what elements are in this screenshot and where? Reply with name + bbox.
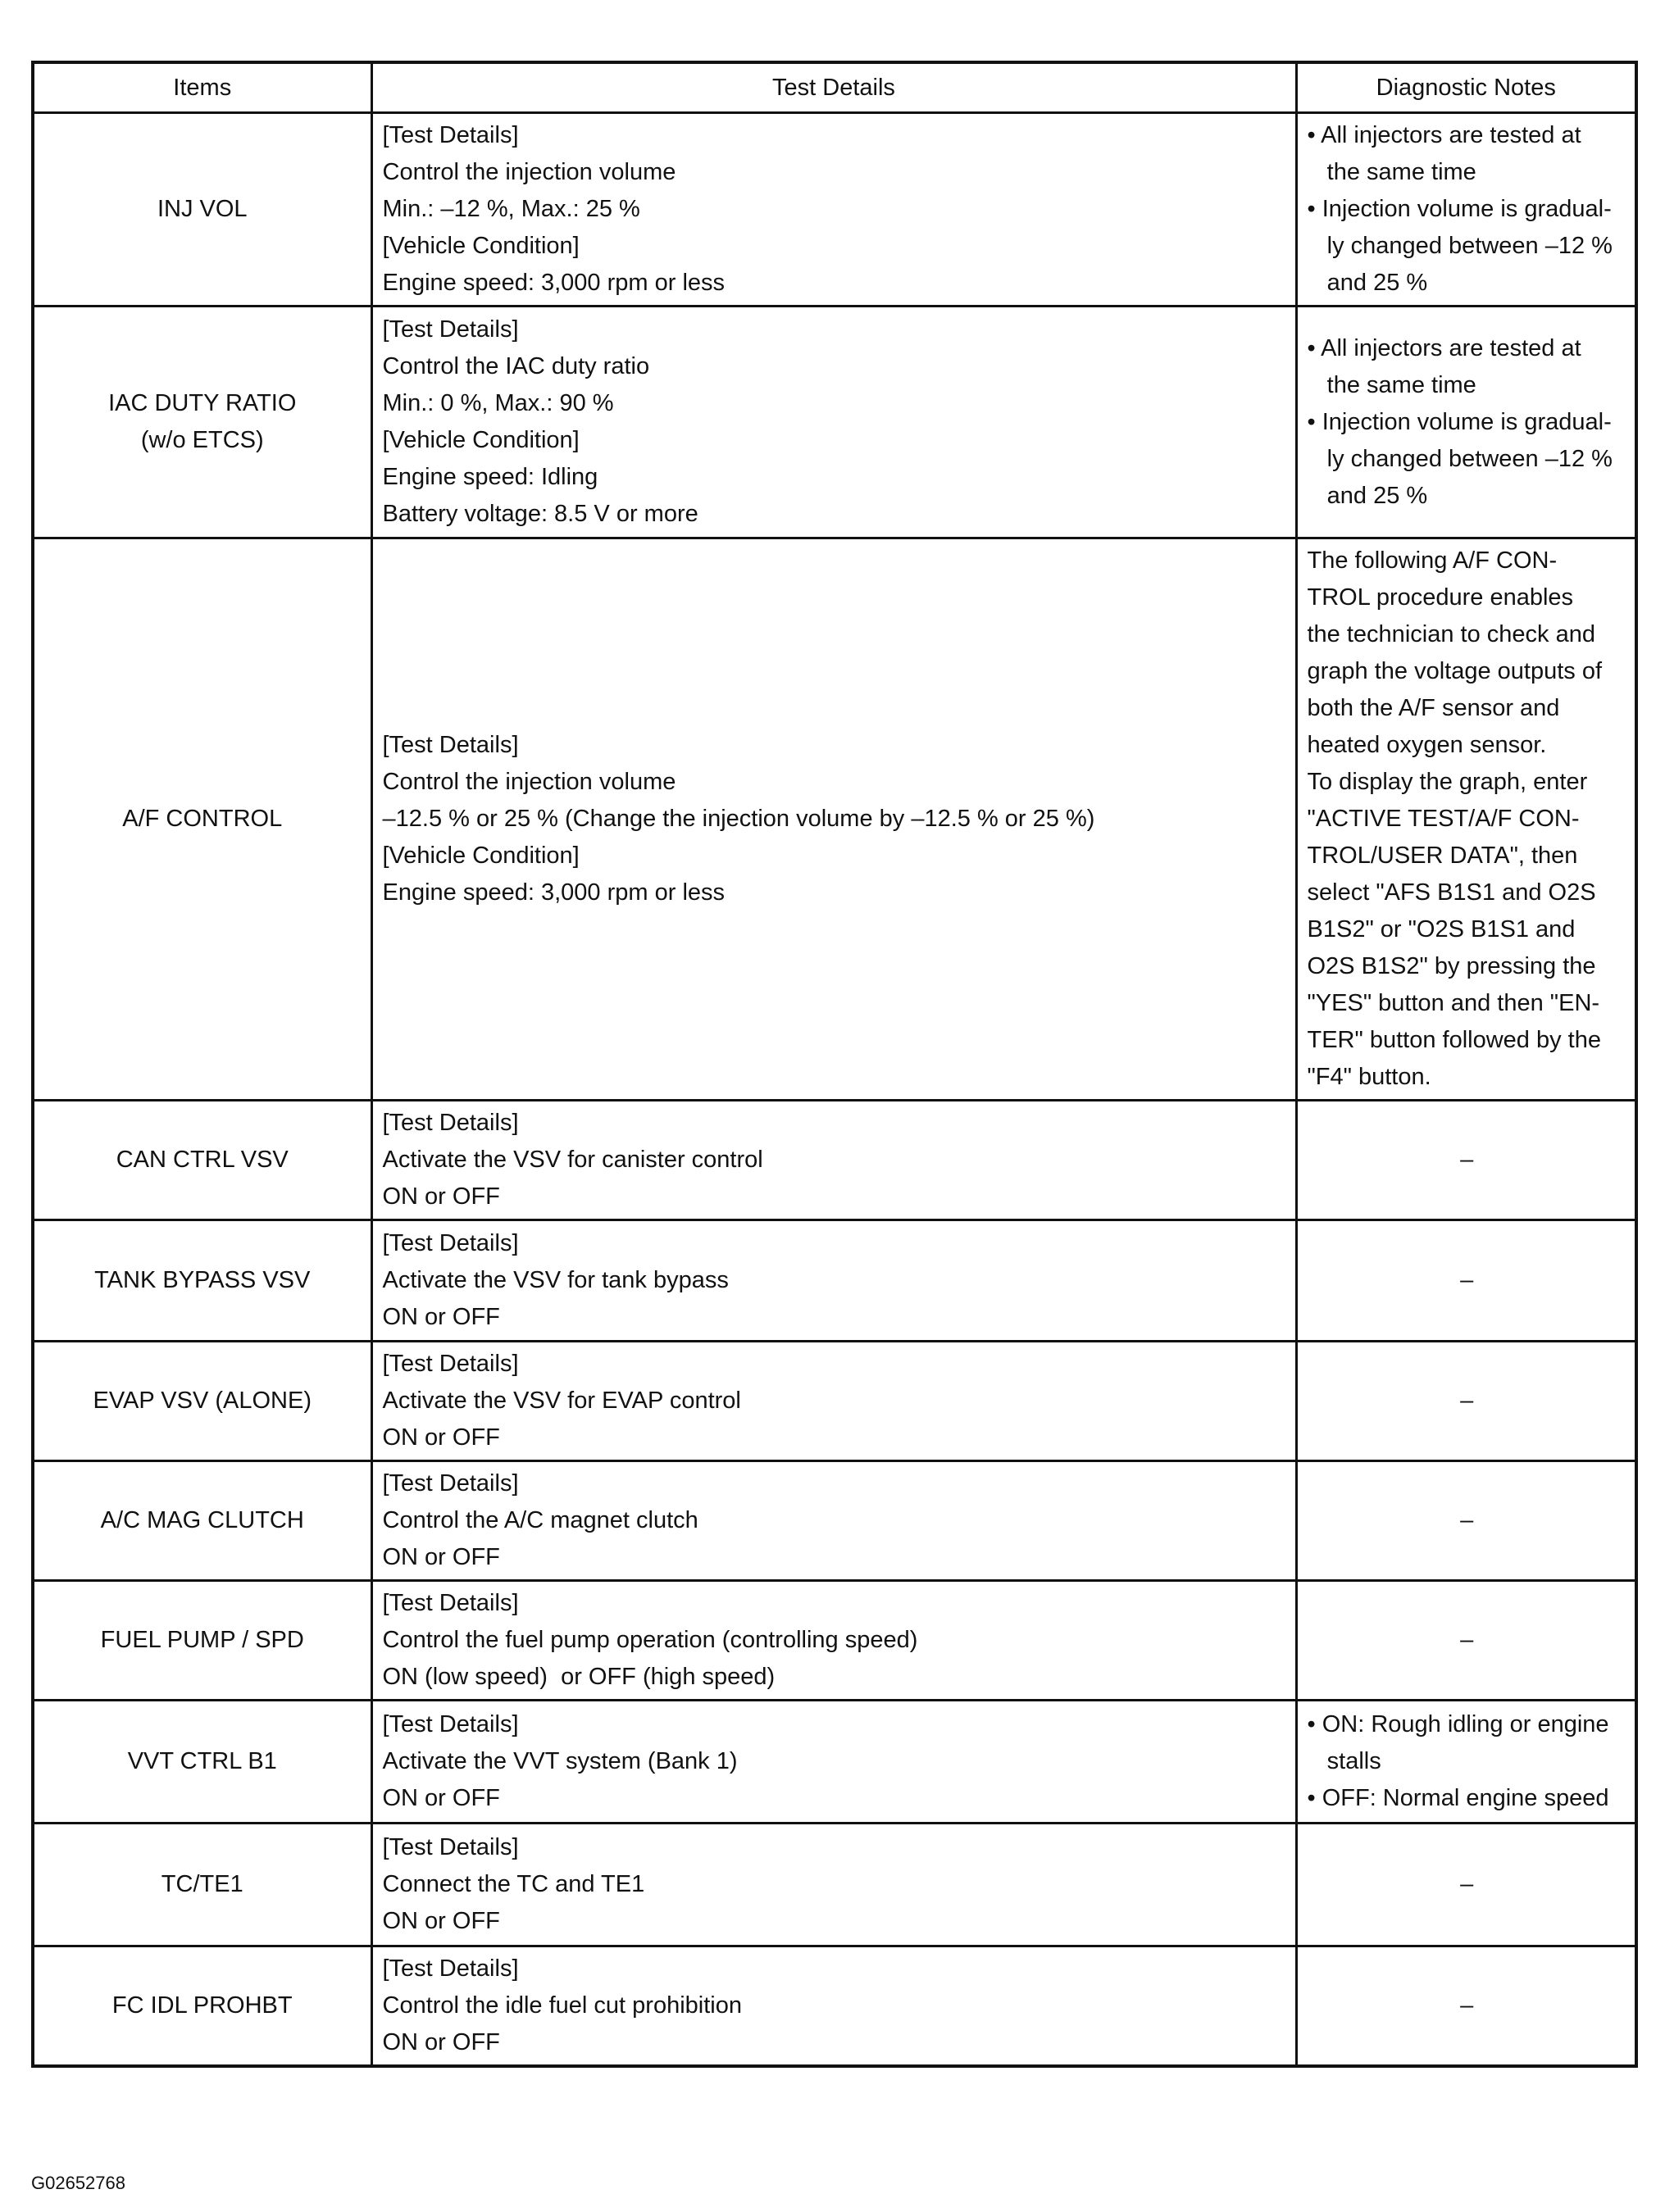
diagnostic-notes-line: graph the voltage outputs of <box>1307 658 1603 684</box>
diagnostic-notes-line: select "AFS B1S1 and O2S <box>1307 879 1596 906</box>
diagnostic-notes-line: the technician to check and <box>1307 621 1595 647</box>
diagnostic-notes-line: • Injection volume is gradual- <box>1307 408 1612 435</box>
diagnostic-notes-line: • ON: Rough idling or engine <box>1307 1711 1609 1737</box>
table-body <box>33 113 1636 2067</box>
test-details-line: Battery voltage: 8.5 V or more <box>382 501 698 527</box>
diagnostic-notes-cell <box>1296 307 1636 538</box>
test-details-line: Min.: –12 %, Max.: 25 % <box>382 196 640 222</box>
item-cell <box>33 1101 371 1220</box>
item-cell <box>33 1461 371 1581</box>
table-row <box>33 1220 1636 1342</box>
table-row <box>33 113 1636 307</box>
test-details-line: Min.: 0 %, Max.: 90 % <box>382 390 614 416</box>
diagnostic-notes-line: TROL procedure enables <box>1307 584 1574 611</box>
test-details-line: Engine speed: 3,000 rpm or less <box>382 270 726 296</box>
diagnostic-notes-cell <box>1296 1342 1636 1461</box>
test-details-line: [Test Details] <box>382 1955 519 1982</box>
header-items: Items <box>33 62 371 113</box>
diagnostic-notes-cell <box>1296 538 1636 1101</box>
item-cell <box>33 538 371 1101</box>
diagnostic-notes-line: • OFF: Normal engine speed <box>1307 1785 1609 1811</box>
test-details-cell <box>371 307 1296 538</box>
item-cell <box>33 1946 371 2067</box>
figure-code: G02652768 <box>31 2173 125 2193</box>
diagnostic-notes-line: • All injectors are tested at <box>1307 334 1581 361</box>
test-details-line: ON or OFF <box>382 2029 500 2055</box>
diagnostic-notes-line: and 25 % <box>1307 270 1428 296</box>
test-details-line: Engine speed: Idling <box>382 464 598 490</box>
item-cell <box>33 113 371 307</box>
diagnostic-notes-line: B1S2" or "O2S B1S1 and <box>1307 916 1576 942</box>
test-details-line: Control the injection volume <box>382 159 676 185</box>
item-name: IAC DUTY RATIO <box>108 390 297 416</box>
diagnostic-notes-line: and 25 % <box>1307 482 1428 509</box>
test-details-line: [Test Details] <box>382 1590 519 1616</box>
test-details-line: Control the A/C magnet clutch <box>382 1507 698 1533</box>
table-row <box>33 1342 1636 1461</box>
diagnostic-notes-line: stalls <box>1307 1748 1381 1774</box>
test-details-line: ON (low speed) or OFF (high speed) <box>382 1664 776 1690</box>
table-row <box>33 1101 1636 1220</box>
test-details-line: Activate the VSV for canister control <box>382 1147 763 1173</box>
table-row <box>33 538 1636 1101</box>
test-details-line: Activate the VSV for EVAP control <box>382 1388 741 1414</box>
diagnostic-notes-dash: – <box>1460 1627 1474 1653</box>
diagnostic-notes-line: "YES" button and then "EN- <box>1307 990 1600 1016</box>
diagnostic-notes-dash: – <box>1460 1388 1474 1414</box>
test-details-cell <box>371 113 1296 307</box>
diagnostic-notes-line: heated oxygen sensor. <box>1307 732 1547 758</box>
diagnostic-notes-cell <box>1296 113 1636 307</box>
item-name: (w/o ETCS) <box>140 427 264 453</box>
table-row <box>33 1581 1636 1701</box>
test-details-cell <box>371 1342 1296 1461</box>
table-row <box>33 1946 1636 2067</box>
diagnostic-notes-line: "ACTIVE TEST/A/F CON- <box>1307 806 1580 832</box>
test-details-line: [Test Details] <box>382 1711 519 1737</box>
test-details-line: [Test Details] <box>382 1834 519 1860</box>
test-details-cell <box>371 1220 1296 1342</box>
diagnostic-notes-line: ly changed between –12 % <box>1307 445 1613 472</box>
test-details-line: [Vehicle Condition] <box>382 427 580 453</box>
diagnostic-notes-cell <box>1296 1220 1636 1342</box>
item-name: CAN CTRL VSV <box>116 1147 289 1173</box>
test-details-line: ON or OFF <box>382 1908 500 1934</box>
header-row <box>33 62 1636 113</box>
table-row <box>33 307 1636 538</box>
item-cell <box>33 1824 371 1946</box>
diagnostic-notes-dash: – <box>1460 1871 1474 1897</box>
test-details-line: Connect the TC and TE1 <box>382 1871 645 1897</box>
diagnostic-notes-line: • Injection volume is gradual- <box>1307 196 1612 222</box>
diagnostic-notes-dash: – <box>1460 1147 1474 1173</box>
diagnostic-notes-line: The following A/F CON- <box>1307 547 1558 574</box>
diagnostic-notes-line: "F4" button. <box>1307 1064 1431 1090</box>
table-row <box>33 1701 1636 1824</box>
diagnostic-notes-line: the same time <box>1307 159 1476 185</box>
test-details-line: Control the injection volume <box>382 769 676 795</box>
diagnostic-notes-cell <box>1296 1461 1636 1581</box>
test-details-line: [Vehicle Condition] <box>382 843 580 869</box>
test-details-line: –12.5 % or 25 % (Change the injection volume by –12.5 % or 25 %) <box>382 806 1095 832</box>
table-row <box>33 1461 1636 1581</box>
test-details-line: ON or OFF <box>382 1785 500 1811</box>
test-details-cell <box>371 1701 1296 1824</box>
test-details-line: Activate the VSV for tank bypass <box>382 1267 729 1293</box>
diagnostic-notes-cell <box>1296 1701 1636 1824</box>
item-cell <box>33 1342 371 1461</box>
test-details-cell <box>371 1461 1296 1581</box>
table-row <box>33 1824 1636 1946</box>
item-cell <box>33 1220 371 1342</box>
item-cell <box>33 307 371 538</box>
test-details-line: [Test Details] <box>382 1351 519 1377</box>
test-details-cell <box>371 1581 1296 1701</box>
test-details-line: Engine speed: 3,000 rpm or less <box>382 879 726 906</box>
test-details-line: [Test Details] <box>382 1470 519 1497</box>
diagnostic-notes-cell <box>1296 1101 1636 1220</box>
item-name: A/C MAG CLUTCH <box>100 1507 304 1533</box>
diagnostic-notes-line: ly changed between –12 % <box>1307 233 1613 259</box>
test-details-line: ON or OFF <box>382 1544 500 1570</box>
diagnostic-notes-line: O2S B1S2" by pressing the <box>1307 953 1596 979</box>
diagnostic-notes-dash: – <box>1460 1507 1474 1533</box>
header-test-details: Test Details <box>371 62 1296 113</box>
diagnostic-notes-cell <box>1296 1581 1636 1701</box>
test-details-line: Control the fuel pump operation (controlling speed) <box>382 1627 918 1653</box>
active-test-table <box>31 61 1638 2068</box>
test-details-line: Activate the VVT system (Bank 1) <box>382 1748 738 1774</box>
test-details-line: Control the IAC duty ratio <box>382 353 650 379</box>
test-details-cell <box>371 1824 1296 1946</box>
diagnostic-notes-line: the same time <box>1307 371 1476 398</box>
diagnostic-notes-line: • All injectors are tested at <box>1307 122 1581 148</box>
diagnostic-notes-dash: – <box>1460 1267 1474 1293</box>
test-details-line: [Test Details] <box>382 1230 519 1256</box>
test-details-cell <box>371 1946 1296 2067</box>
item-name: A/F CONTROL <box>122 806 283 832</box>
diagnostic-notes-line: both the A/F sensor and <box>1307 695 1560 721</box>
test-details-line: [Test Details] <box>382 316 519 343</box>
diagnostic-notes-line: TROL/USER DATA", then <box>1307 843 1578 869</box>
diagnostic-notes-cell <box>1296 1946 1636 2067</box>
diagnostic-notes-dash: – <box>1460 1992 1474 2019</box>
diagnostic-notes-line: To display the graph, enter <box>1307 769 1588 795</box>
item-cell <box>33 1581 371 1701</box>
item-name: VVT CTRL B1 <box>127 1748 277 1774</box>
test-details-cell <box>371 1101 1296 1220</box>
test-details-line: Control the idle fuel cut prohibition <box>382 1992 742 2019</box>
test-details-cell <box>371 538 1296 1101</box>
header-diagnostic-notes: Diagnostic Notes <box>1296 62 1636 113</box>
item-name: TC/TE1 <box>161 1871 243 1897</box>
test-details-line: [Test Details] <box>382 732 519 758</box>
item-name: FUEL PUMP / SPD <box>100 1627 304 1653</box>
diagnostic-notes-line: TER" button followed by the <box>1307 1027 1601 1053</box>
item-name: EVAP VSV (ALONE) <box>93 1388 312 1414</box>
item-name: FC IDL PROHBT <box>111 1992 293 2019</box>
item-name: TANK BYPASS VSV <box>94 1267 311 1293</box>
test-details-line: [Test Details] <box>382 1110 519 1136</box>
test-details-line: ON or OFF <box>382 1183 500 1210</box>
test-details-line: [Test Details] <box>382 122 519 148</box>
item-cell <box>33 1701 371 1824</box>
test-details-line: ON or OFF <box>382 1304 500 1330</box>
item-name: INJ VOL <box>157 196 248 222</box>
test-details-line: ON or OFF <box>382 1424 500 1451</box>
diagnostic-notes-cell <box>1296 1824 1636 1946</box>
test-details-line: [Vehicle Condition] <box>382 233 580 259</box>
